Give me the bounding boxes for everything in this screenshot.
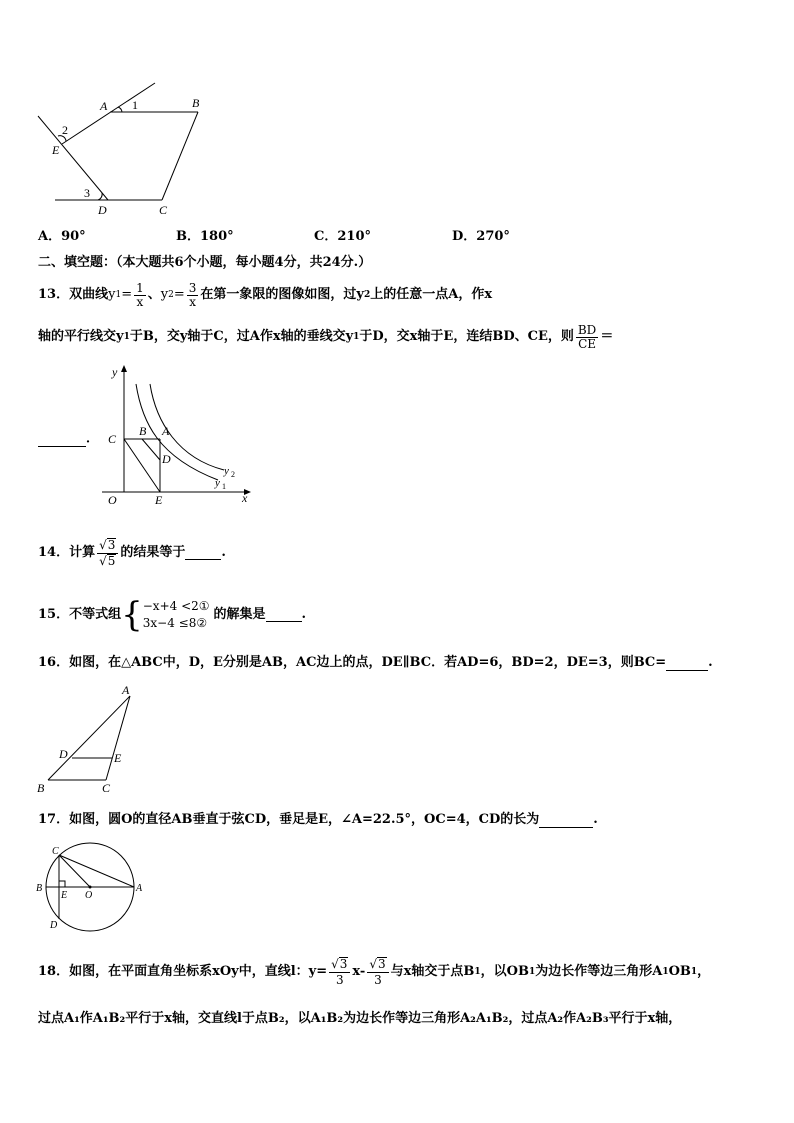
svg-text:C: C <box>108 432 117 446</box>
q12-label-1: 1 <box>132 98 138 112</box>
q12-option-d: D．270° <box>452 229 510 244</box>
q12-label-D: D <box>98 203 107 217</box>
svg-text:2: 2 <box>231 470 235 479</box>
q15-answer-blank[interactable] <box>266 609 302 622</box>
svg-text:C: C <box>102 781 111 795</box>
svg-text:O: O <box>108 493 117 507</box>
q16-figure <box>34 682 144 797</box>
svg-text:D: D <box>50 920 58 931</box>
svg-text:y: y <box>112 365 118 379</box>
svg-text:A: A <box>122 683 130 697</box>
q12-label-3: 3 <box>84 186 90 200</box>
q13-answer-blank[interactable]: ． <box>38 431 99 447</box>
svg-text:y: y <box>215 477 220 489</box>
q13-line2: 轴的平行线交 y 1 于B，交y轴于C，过A作x轴的垂线交 y 1 于D，交x轴于E，连结BD、CE，则 $\frac{BD}{CE}$ ＝ <box>38 322 614 351</box>
q17-figure <box>34 840 154 935</box>
section-title: 二、填空题：（本大题共6个小题，每小题4分，共24分.） <box>38 255 372 270</box>
q12-label-E: E <box>52 143 60 157</box>
q14-line: 14． 计算 √ 3 √ 5 的结果等于 . <box>38 537 226 568</box>
q14-answer-blank[interactable] <box>185 547 221 560</box>
q12-option-b: B．180° <box>176 229 234 244</box>
q18-line2: 过点A₁作A₁B₂平行于x轴，交直线l于点B₂，以A₁B₂为边长作等边三角形A₂A₁B₂，过点A₂作A₂B₃平行于x轴， <box>38 1011 682 1026</box>
svg-text:D: D <box>162 452 171 466</box>
q17-line: 17．如图，圆O的直径AB垂直于弦CD，垂足是E，∠A=22.5°，OC=4，CD的长为 . <box>38 812 598 827</box>
q12-label-C: C <box>159 203 168 217</box>
svg-text:E: E <box>61 890 68 901</box>
q13-figure <box>98 362 258 510</box>
q13-line1: 13． 双曲线 y 1 = $\frac{1}{x}$ 、 y 2 = $\frac{3}{x}$ 在第一象限的图像如图，过 y 2 上的任意一点A，作x <box>38 280 493 309</box>
q12-figure <box>30 78 230 223</box>
svg-text:B: B <box>36 883 43 894</box>
svg-text:E: E <box>114 751 122 765</box>
q12-label-B: B <box>192 96 200 110</box>
svg-text:A: A <box>136 883 143 894</box>
q17-answer-blank[interactable] <box>539 815 593 828</box>
svg-text:A: A <box>162 424 170 438</box>
q12-option-c: C．210° <box>314 229 371 244</box>
q16-answer-blank[interactable] <box>666 658 708 671</box>
svg-text:O: O <box>85 890 93 901</box>
q12-label-A: A <box>100 99 108 113</box>
svg-text:B: B <box>37 781 45 795</box>
svg-text:E: E <box>155 493 163 507</box>
q12-option-a: A．90° <box>38 229 86 244</box>
q16-line: 16．如图，在△ABC中，D，E分别是AB，AC边上的点，DE∥BC．若AD=6，BD=2，DE=3，则BC= . <box>38 655 713 670</box>
q18-line1: 18．如图，在平面直角坐标系xOy中，直线l：y= √ 3 3 x- √ 3 3 与x轴交于点B 1 ，以OB 1 为边长作等边三角形A 1 OB 1 ， <box>38 956 711 987</box>
q12-label-2: 2 <box>62 123 68 137</box>
q15-line: 15． 不等式组 { −x+4 <2① 3x−4 ≤8② 的解集是 . <box>38 595 307 635</box>
svg-text:1: 1 <box>222 482 226 491</box>
svg-text:D: D <box>59 747 68 761</box>
svg-text:y: y <box>224 465 229 477</box>
svg-text:x: x <box>242 491 248 505</box>
svg-text:C: C <box>52 846 59 857</box>
svg-text:B: B <box>139 424 147 438</box>
